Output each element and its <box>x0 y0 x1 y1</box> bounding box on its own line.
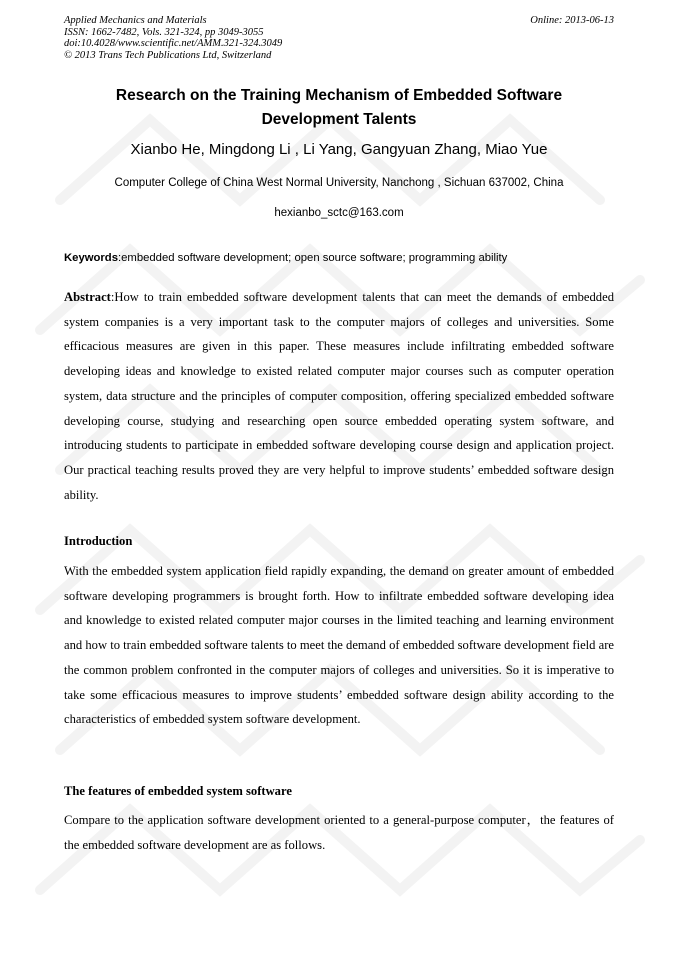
affiliation: Computer College of China West Normal University, Nanchong , Sichuan 637002, China <box>114 177 564 189</box>
title-line-1: Research on the Training Mechanism of Embedded Software <box>115 87 563 104</box>
copyright-line: © 2013 Trans Tech Publications Ltd, Switzerland <box>64 49 272 61</box>
keywords-label: Keywords <box>64 252 118 264</box>
keywords-text: :embedded software development; open source software; programming ability <box>118 252 508 264</box>
keywords-line <box>64 250 614 266</box>
section-heading-introduction: Introduction <box>64 534 133 548</box>
journal-name: Applied Mechanics and Materials <box>64 15 207 26</box>
introduction-paragraph: With the embedded system application field rapidly expanding, the demand on greater amount of embedded software developing programmers is brought forth. How to infiltrate embedded software developing idea and knowledge to existed related computer major courses in the limited teaching and learning environment and how to train embedded software talents to meet the demand of embedded software development field are the common problem confronted in the computer majors of colleges and universities. So it is imperative to take some efficacious measures to improve students’ embedded software design ability according to the characteristics of embedded system software development. <box>64 564 614 727</box>
abstract-label: Abstract <box>64 290 111 304</box>
doi-line: doi:10.4028/www.scientific.net/AMM.321-324.3049 <box>64 38 283 50</box>
author-list: Xianbo He, Mingdong Li , Li Yang, Gangyuan Zhang, Miao Yue <box>130 141 548 158</box>
section-heading-features: The features of embedded system software <box>64 784 292 798</box>
features-paragraph: Compare to the application software development oriented to a general-purpose computer，the features of the embedded software development are as follows. <box>64 813 614 852</box>
abstract-paragraph <box>64 285 614 507</box>
title-line-2: Development Talents <box>261 111 417 128</box>
paper-title <box>64 84 614 132</box>
publication-header <box>64 15 614 61</box>
online-date: Online: 2013-06-13 <box>530 15 614 26</box>
author-email: hexianbo_sctc@163.com <box>274 207 404 219</box>
issn-line: ISSN: 1662-7482, Vols. 321-324, pp 3049-3055 <box>64 26 264 38</box>
abstract-text: :How to train embedded software development talents that can meet the demands of embedded system companies is a very important task to the computer majors of colleges and universities. Some efficacious measures are given in this paper. These measures include infiltrating embedded software developing ideas and knowledge to existed related computer major courses such as computer operation system, data structure and the principles of computer composition, offering specialized embedded software developing course, studying and researching open source embedded operating system software, and introducing students to participate in embedded software developing course design and application project. Our practical teaching results proved they are very helpful to improve students’ embedded software design ability. <box>64 290 614 502</box>
